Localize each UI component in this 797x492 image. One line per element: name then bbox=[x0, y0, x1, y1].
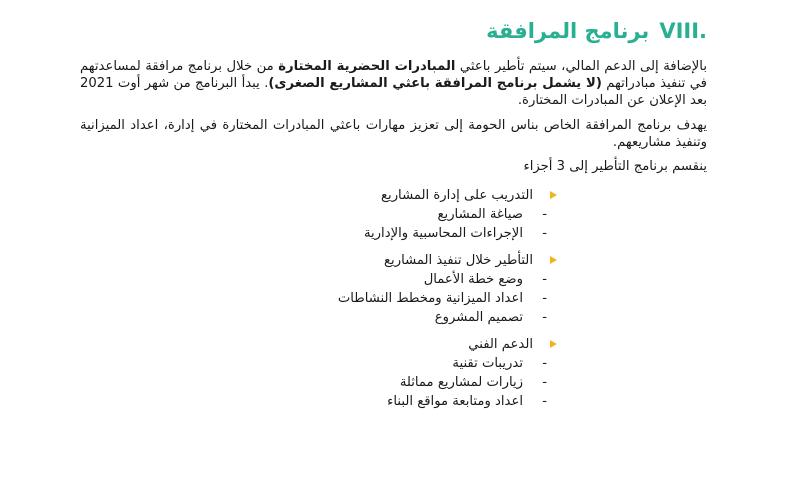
dash-bullet: - bbox=[542, 226, 547, 241]
list-item-text: الإجراءات المحاسبية والإدارية bbox=[363, 226, 523, 241]
list-item-text: وضع خطة الأعمال bbox=[423, 272, 523, 287]
list-item bbox=[80, 308, 557, 327]
section-title-text: التأطير خلال تنفيذ المشاريع bbox=[384, 253, 533, 268]
goal-paragraph: يهدف برنامج المرافقة الخاص بناس الحومة إلى تعزيز مهارات باعثي المبادرات المختارة في إدارة، اعداد الميزانية وتنفيذ مشاريعهم. bbox=[80, 118, 707, 150]
sub-list bbox=[80, 270, 557, 327]
list-item bbox=[80, 224, 557, 243]
intro-bold-2: (لا يشمل برنامج المرافقة باعثي المشاريع الصغرى) bbox=[268, 76, 602, 91]
list-item-text: اعداد ومتابعة مواقع البناء bbox=[387, 394, 523, 409]
dash-bullet: - bbox=[542, 310, 547, 325]
dash-bullet: - bbox=[542, 291, 547, 306]
dash-bullet: - bbox=[542, 207, 547, 222]
section-title bbox=[80, 336, 557, 354]
heading-title: برنامج المرافقة bbox=[486, 19, 650, 43]
list-item bbox=[80, 205, 557, 224]
list-item bbox=[80, 354, 557, 373]
triangle-bullet-icon bbox=[550, 256, 557, 264]
intro-paragraph bbox=[80, 58, 707, 109]
section-implementation-coaching bbox=[80, 252, 557, 327]
intro-text-1: بالإضافة إلى الدعم المالي، سيتم تأطير باعثي bbox=[455, 59, 707, 74]
list-item-text: تدريبات تقنية bbox=[452, 356, 523, 371]
dash-bullet: - bbox=[542, 394, 547, 409]
list-item-text: تصميم المشروع bbox=[434, 310, 523, 325]
list-item bbox=[80, 270, 557, 289]
section-title bbox=[80, 252, 557, 270]
heading-number: VIII. bbox=[659, 19, 707, 43]
triangle-bullet-icon bbox=[550, 340, 557, 348]
sub-list bbox=[80, 205, 557, 243]
program-sections bbox=[80, 187, 707, 411]
section-heading bbox=[80, 14, 707, 48]
intro-text-3: . يبدأ البرنامج من شهر أوت 2021 بعد الإعلان عن المبادرات المختارة. bbox=[80, 76, 707, 108]
dash-bullet: - bbox=[542, 272, 547, 287]
list-item-text: اعداد الميزانية ومخطط النشاطات bbox=[337, 291, 523, 306]
section-technical-support bbox=[80, 336, 557, 411]
section-title-text: التدريب على إدارة المشاريع bbox=[381, 188, 533, 203]
list-item-text: زيارات لمشاريع مماثلة bbox=[399, 375, 523, 390]
section-title bbox=[80, 187, 557, 205]
list-item bbox=[80, 289, 557, 308]
triangle-bullet-icon bbox=[550, 191, 557, 199]
intro-bold-1: المبادرات الحضرية المختارة bbox=[278, 59, 456, 74]
dash-bullet: - bbox=[542, 375, 547, 390]
section-title-text: الدعم الفني bbox=[468, 337, 533, 352]
parts-intro: ينقسم برنامج التأطير إلى 3 أجزاء bbox=[523, 159, 707, 174]
section-project-management-training bbox=[80, 187, 557, 243]
intro-text-2: من خلال برنامج مرافقة لمساعدتهم في تنفيذ مبادراتهم bbox=[80, 59, 707, 91]
list-item-text: صياغة المشاريع bbox=[437, 207, 523, 222]
list-item bbox=[80, 373, 557, 392]
sub-list bbox=[80, 354, 557, 411]
dash-bullet: - bbox=[542, 356, 547, 371]
list-item bbox=[80, 392, 557, 411]
